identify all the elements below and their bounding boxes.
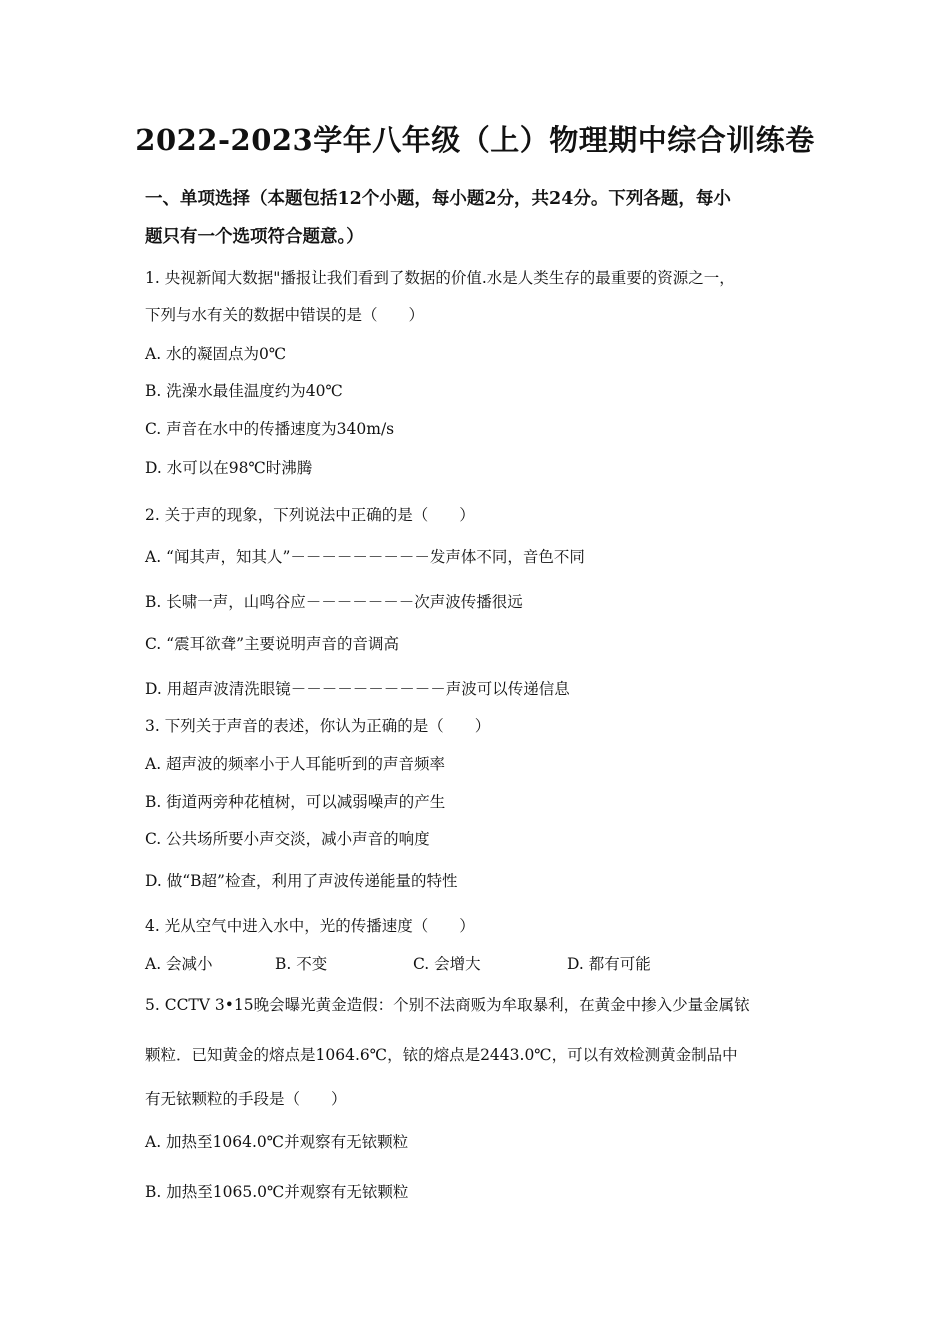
q4-options-row (145, 954, 815, 974)
q2-option-a: A. “闻其声，知其人”－－－－－－－－－发声体不同，音色不同 (145, 548, 585, 566)
q3-option-b: B. 街道两旁种花植树，可以减弱噪声的产生 (145, 793, 446, 811)
q5-stem-line-3: 有无铱颗粒的手段是（ ） (145, 1090, 347, 1108)
q4-option-d: D. 都有可能 (567, 955, 651, 973)
q1-option-a: A. 水的凝固点为0℃ (145, 345, 287, 363)
q2-option-c: C. “震耳欲聋”主要说明声音的音调高 (145, 635, 400, 653)
q2-option-b: B. 长啸一声，山鸣谷应－－－－－－－次声波传播很远 (145, 593, 523, 611)
q1-option-b: B. 洗澡水最佳温度约为40℃ (145, 382, 343, 400)
q3-stem: 3. 下列关于声音的表述，你认为正确的是（ ） (145, 717, 491, 735)
q4-option-c: C. 会增大 (413, 955, 481, 973)
q4-option-a: A. 会减小 (145, 955, 213, 973)
q4-stem: 4. 光从空气中进入水中，光的传播速度（ ） (145, 917, 475, 935)
q2-option-d: D. 用超声波清洗眼镜－－－－－－－－－－声波可以传递信息 (145, 680, 570, 698)
q3-option-d: D. 做“B超”检查，利用了声波传递能量的特性 (145, 872, 458, 890)
q2-stem: 2. 关于声的现象，下列说法中正确的是（ ） (145, 506, 475, 524)
q5-option-a: A. 加热至1064.0℃并观察有无铱颗粒 (145, 1133, 409, 1151)
section-heading-line-1: 一、单项选择（本题包括12个小题，每小题2分，共24分。下列各题，每小 (145, 189, 731, 209)
q3-option-a: A. 超声波的频率小于人耳能听到的声音频率 (145, 755, 446, 773)
q5-stem-line-1: 5. CCTV 3•15晚会曝光黄金造假：个别不法商贩为牟取暴利，在黄金中掺入少量金属铱 (145, 996, 750, 1014)
q1-stem-line-2: 下列与水有关的数据中错误的是（ ） (145, 306, 425, 324)
q1-option-d: D. 水可以在98℃时沸腾 (145, 459, 313, 477)
q4-option-b: B. 不变 (275, 955, 328, 973)
q3-option-c: C. 公共场所要小声交淡，减小声音的响度 (145, 830, 430, 848)
section-heading (145, 180, 815, 256)
section-heading-line-2: 题只有一个选项符合题意。） (145, 227, 364, 247)
q1-option-c: C. 声音在水中的传播速度为340m/s (145, 420, 395, 438)
q5-option-b: B. 加热至1065.0℃并观察有无铱颗粒 (145, 1183, 409, 1201)
q5-stem-line-2: 颗粒．已知黄金的熔点是1064.6℃，铱的熔点是2443.0℃，可以有效检测黄金制品中 (145, 1046, 738, 1064)
page-title: 2022-2023学年八年级（上）物理期中综合训练卷 (135, 123, 815, 157)
q1-stem-line-1: 1. 央视新闻大数据"播报让我们看到了数据的价值.水是人类生存的最重要的资源之一， (145, 269, 735, 287)
